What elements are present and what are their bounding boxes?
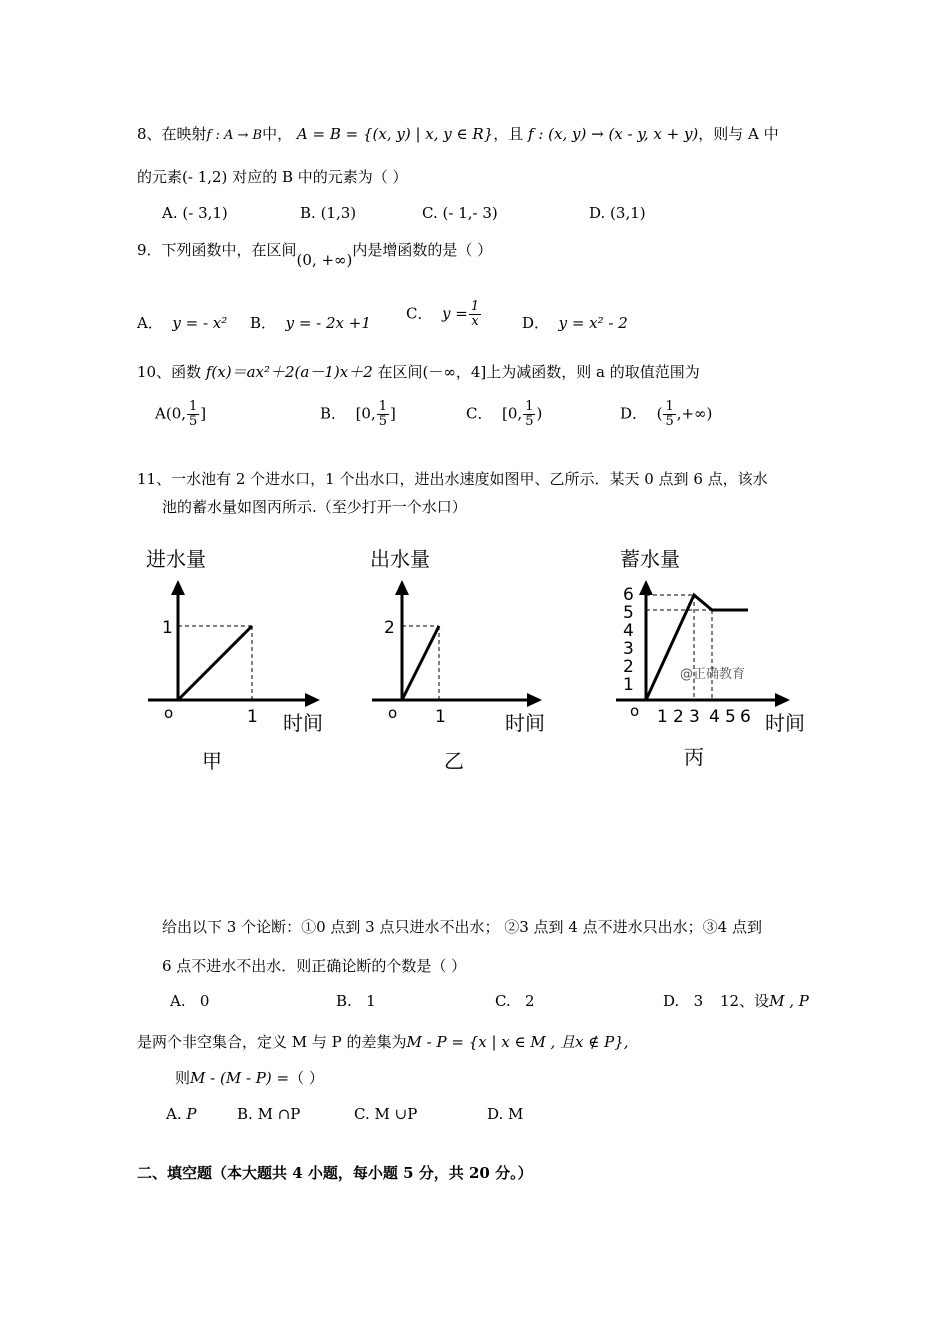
q10-text: 在区间(－∞，4]上为减函数，则 a 的取值范围为 [377,363,700,381]
q11-line2: 池的蓄水量如图丙所示.（至少打开一个水口） [162,498,467,516]
option-value: ( [656,404,663,423]
option-label: A. [166,1105,182,1123]
option-label: A. [170,992,186,1010]
q12-text: 12、设 [720,992,770,1010]
option-value: (3,1) [610,204,646,222]
option-value: (- 3,1) [182,204,228,222]
q9-text: 内是增函数的是（ ） [352,241,493,259]
option-value: [0, [355,404,376,423]
q12-option-d[interactable] [487,1104,523,1124]
watermark: @正确教育 [680,667,746,682]
option-label: C. [354,1105,370,1123]
q8-rule: f : (x, y) → (x - y, x + y) [528,125,699,143]
x-tick: 5 [725,707,736,727]
q8-text: 对应的 B 中的元素为（ ） [232,168,408,186]
q11-judge1: 给出以下 3 个论断：①0 点到 3 点只进水不出水； ②3 点到 4 点不进水只出水；③4 点到 [162,918,762,936]
q11-option-a[interactable] [170,991,209,1011]
q12-option-a[interactable] [166,1104,196,1124]
option-value: ] [390,404,396,423]
option-label: D． [522,314,550,332]
q9-option-d[interactable] [522,313,628,333]
option-label: D. [589,204,606,222]
q11-judge2: 6 点不进水不出水．则正确论断的个数是（ ） [162,957,467,975]
option-label: C． [406,304,433,323]
q12-text: （ ） [289,1069,324,1087]
denominator: 5 [378,414,388,429]
x-tick: 1 [247,707,258,727]
origin: o [388,704,398,722]
q12-option-b[interactable] [237,1104,300,1124]
y-tick: 2 [384,618,395,638]
option-label: B． [320,404,347,423]
q8-text: 的元素 [137,168,183,186]
q12-expr: M - (M - P) = [190,1069,290,1087]
q8-line1 [137,124,779,146]
q8-line2 [137,167,408,187]
y-axis-arrow [639,580,653,595]
y-tick: 3 [623,639,634,659]
q12-line3 [175,1068,324,1088]
fraction [523,400,535,429]
q8-map: f : A → B [206,128,263,143]
option-value: 1 [366,992,376,1010]
chart-inflow [140,540,340,780]
numerator: 1 [378,399,388,414]
option-value: ) [536,404,543,423]
y-tick: 4 [623,621,634,641]
q8-option-b[interactable] [300,203,356,223]
option-label: D. [663,992,680,1010]
q9-option-c[interactable] [406,300,482,329]
chart-caption: 乙 [444,749,464,773]
option-value: P [186,1105,197,1123]
numerator: 1 [665,399,674,414]
x-tick: 3 [689,707,700,727]
numerator: 1 [189,399,198,414]
option-value: M [508,1105,524,1123]
chart-ylabel: 出水量 [370,547,430,571]
option-value: (1,3) [320,204,357,222]
origin: o [164,704,174,722]
q11-line1: 11、一水池有 2 个进水口，1 个出水口，进出水速度如图甲、乙所示．某天 0 点到 6 点，该水 [137,470,768,488]
y-tick: 1 [623,675,634,695]
chart-ylabel: 进水量 [146,547,206,571]
option-value: (- 1,- 3) [442,204,498,222]
chart-xlabel: 时间 [505,711,545,735]
option-label: B. [336,992,352,1010]
q8-option-d[interactable] [589,203,646,223]
q12-start [720,991,809,1011]
option-value: y = x² - 2 [558,314,628,332]
x-tick: 6 [740,707,751,727]
q10-text: 10、函数 [137,363,202,381]
q10-option-d[interactable] [620,400,712,429]
q8-option-a[interactable] [162,203,228,223]
q12-vars: M , P [769,992,809,1010]
q11-option-b[interactable] [336,991,376,1011]
q8-option-c[interactable] [422,203,498,223]
origin: o [630,702,640,720]
chart-xlabel: 时间 [765,711,805,735]
option-value: 0 [199,992,210,1010]
q12-text: 则 [175,1069,191,1087]
option-value: M ∪P [374,1105,418,1123]
option-label: B． [250,314,277,332]
option-label: A. [162,204,178,222]
q9-interval: (0, +∞) [296,251,353,269]
q8-text: 8、在映射 [137,125,207,143]
x-tick: 1 [657,707,668,727]
q8-set: A = B = {(x, y) | x, y ∈ R} [296,125,494,143]
y-tick: 1 [162,618,173,638]
y-axis-arrow [171,580,185,595]
q10-option-c[interactable] [466,400,542,429]
option-label: B. [237,1105,253,1123]
chart-xlabel: 时间 [283,711,323,735]
outflow-line [402,626,439,700]
q9-option-b[interactable] [250,313,371,333]
option-value: [0, [502,404,523,423]
x-axis-arrow [775,693,790,707]
option-label: D. [487,1105,504,1123]
option-value: (0, [165,404,187,423]
denominator: x [471,314,479,329]
option-label: D． [620,404,648,423]
x-axis-arrow [305,693,320,707]
q10-option-a[interactable] [155,400,206,429]
x-axis-arrow [527,693,542,707]
numerator: 1 [470,299,480,314]
option-label: A [155,404,166,423]
denominator: 5 [665,414,674,429]
q11-option-c[interactable] [495,991,535,1011]
fraction [469,300,481,329]
q8-text: ，则与 A 中 [698,125,779,143]
inflow-line [178,626,252,700]
fraction [663,400,675,429]
q12-text: 是两个非空集合，定义 M 与 P 的差集为 [137,1033,407,1051]
chart-caption: 甲 [202,749,222,773]
option-label: C． [466,404,493,423]
q12-line2 [137,1032,629,1052]
option-value: 2 [525,992,535,1010]
y-tick: 5 [623,603,634,623]
storage-line [646,595,748,700]
denominator: 5 [525,414,534,429]
denominator: 5 [189,414,198,429]
option-value: M ∩P [257,1105,301,1123]
fraction [187,400,199,429]
y-axis-arrow [395,580,409,595]
x-tick: 4 [709,707,720,727]
chart-outflow [362,540,562,780]
option-label: A． [137,314,163,332]
chart-ylabel: 蓄水量 [620,547,680,571]
option-label: C. [495,992,511,1010]
option-value: ] [200,404,207,423]
q10-func: f(x)＝ax²＋2(a－1)x＋2 [205,363,373,381]
option-value: 3 [693,992,704,1010]
q11-option-d[interactable] [663,991,703,1011]
x-tick: 2 [673,707,684,727]
q8-text: 中， [262,125,293,143]
chart-caption: 丙 [684,745,704,769]
option-value: ,+∞) [676,404,713,423]
q8-elem: (- 1,2) [182,168,228,186]
q12-def: M - P = {x | x ∈ M , 且x ∉ P}, [406,1033,629,1051]
fraction [377,400,389,429]
x-tick: 1 [435,707,446,727]
y-tick: 2 [623,657,634,677]
option-value: y = - x² [172,314,228,332]
chart-storage [612,540,817,780]
option-label: C. [422,204,438,222]
y-tick: 6 [623,585,634,605]
q12-option-c[interactable] [354,1104,417,1124]
option-value: y = [442,304,468,323]
q10-line [137,362,700,382]
section-heading: 二、填空题（本大题共 4 小题，每小题 5 分，共 20 分。） [137,1164,533,1182]
q8-text: ，且 [493,125,524,143]
numerator: 1 [525,399,534,414]
option-value: y = - 2x +1 [285,314,371,332]
q9-option-a[interactable] [137,313,227,333]
option-label: B. [300,204,316,222]
q10-option-b[interactable] [320,400,396,429]
q9-line [137,240,493,269]
q9-text: 9．下列函数中，在区间 [137,241,297,259]
